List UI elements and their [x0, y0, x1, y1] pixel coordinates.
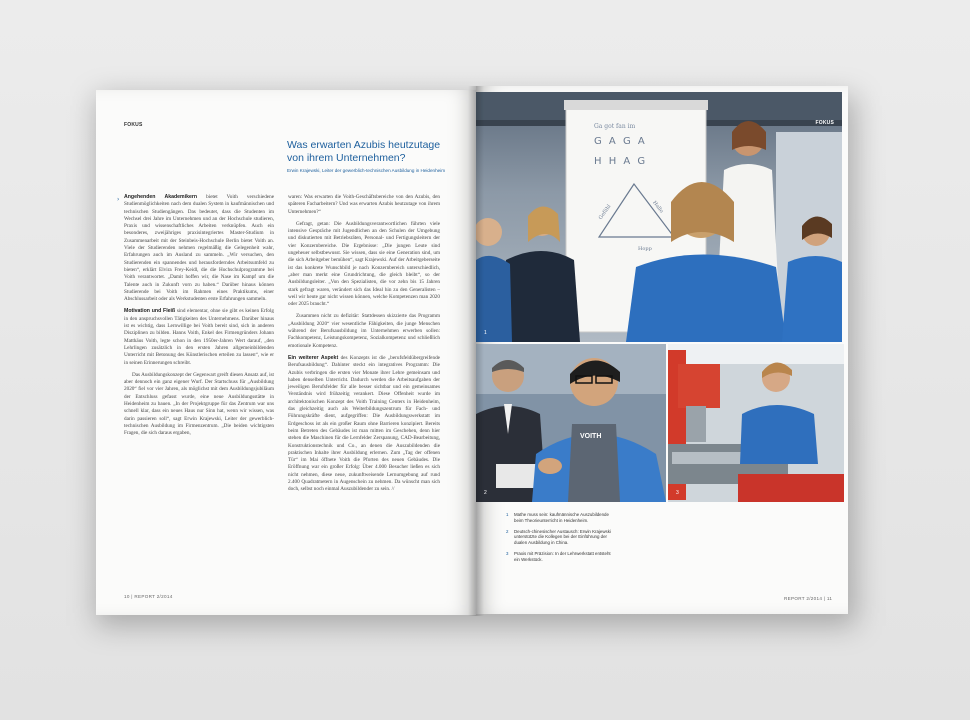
- paragraph: [124, 372, 274, 438]
- paragraph: [124, 194, 274, 303]
- paragraph-text: Zusammen nicht zu defizitär: Stattdessen skizzierte das Programm „Ausbildung 2020“ vier wesentliche Fähigkeiten, die junge Menschen während der Berufsausbildung im Unternehmen erwerben sollen: Fachkompetenz, Leistungskompetenz, Sozialkompetenz und schließlich emotionale Kompetenz.: [288, 313, 440, 349]
- text-column-1: [124, 194, 274, 443]
- paragraph: [124, 308, 274, 366]
- flipchart-line-3: H H A G: [594, 156, 648, 167]
- folio-right: REPORT 2/2014 | 11: [784, 596, 833, 601]
- photo-captions: [506, 512, 616, 568]
- trainees-illustration: [476, 344, 666, 502]
- folio-left: 10 | REPORT 2/2014: [124, 594, 173, 599]
- caption-1: 1 Mathe muss sein: kaufmännische Auszubildende beim Theorieunterricht in Heidenheim.: [506, 512, 609, 523]
- flipchart-tri-bottom: Hopp: [638, 246, 652, 252]
- photo-trainees: [476, 344, 666, 502]
- classroom-illustration: [476, 92, 842, 342]
- workshop-illustration: [668, 344, 844, 502]
- paragraph-lead: Angehenden Akademikern: [124, 194, 198, 200]
- photo-number-2: 2: [484, 490, 487, 496]
- spread-gutter: [468, 86, 484, 616]
- flipchart-tri-left: Gefühl: [597, 203, 613, 221]
- caption-3: 3 Praxis mit Präzision: In der Lehrwerkstatt entsteht ein Werkstück.: [506, 550, 611, 562]
- photo-classroom: [476, 92, 842, 342]
- flipchart-line-2: G A G A: [594, 136, 647, 147]
- paragraph: [288, 313, 440, 349]
- photo-number-1: 1: [484, 330, 487, 336]
- voith-logo: VOITH: [580, 433, 602, 440]
- paragraph-text: sind elementar, ohne sie gibt es keinen Erfolg in den anspruchsvollen Tätigkeiten des Unternehmens. Darüber hinaus ist es wichtig, dass Lernwillige bei Voith bereit sind, sich in anderen Disziplinen zu bilden. Hanns Voith, Enkel des Firmengründers Johann Matthäus Voith, legte schon in den 1950er-Jahren Wert darauf, „den Lehrlingen zusätzlich in den ersten Jahren allgemeinbildenden Unterricht mit Betonung des Künstlerischen erteilen zu lassen“, wie er in seinen Erinnerungen schreibt.: [124, 308, 274, 366]
- paragraph-text: bietet Voith verschiedene Studienmöglichkeiten nach dem dualen System in kaufmännischen und technischen Studiengängen. Das bedeutet, dass die Studenten im Wechsel drei Jahre im Unternehmen und an der Hochschule studieren, Praxis und wissenschaftliches Arbeiten verknüpfen. Auch ein besonderes, zweijähriges praxisintegriertes Master-Studium in Zusammenarbeit mit der Steinbeis-Hochschule Berlin bietet Voith an. Viele der Studierenden nehmen regelmäßig die Gelegenheit wahr, Erfahrungen auch im Ausland zu sammeln. „Wir versuchen, den Studierenden ein spannendes und herausforderndes Arbeitsumfeld zu bieten“, erklärt Elvira Frey-Keidl, die die Hochschulprogramme bei Voith verantwortet. „Damit hoffen wir, die Nase im Kampf um die Talente auch in Zukunft vorn zu haben.“ Darüber hinaus können Studierende bei Voith im Rahmen eines Praktikums, einer Abschlussarbeit oder als Werkstudenten erste Erfahrungen sammeln.: [124, 194, 275, 303]
- section-label-left: FOKUS: [124, 122, 143, 128]
- paragraph-text: Gefragt, getan: Die Ausbildungsverantwortlichen führten viele intensive Gespräche mit Jugendlichen an den Schulen der Umgebung und diskutierten mit Betriebsräten, Personal- und Fertigungsleitern der vier Konzernbereiche. Die Ergebnisse: „Die jungen Leute sind ungeheuer selbstbewusst. Sie wissen, dass sie eine Generation sind, um die sich Arbeitgeber bemühen“, sagt Krajewski. Auf der Arbeitgeberseite ist das konkrete Wunschbild je nach Konzernbereich unterschiedlich, „aber man merkt eine Grundrichtung, die gleich bleibt“, so der Ausbildungsleiter. „Von den Spezialisten, die vor zehn bis 15 Jahren stark gefragt waren, verändert sich das Ideal hin zu den Generalisten – weil wir heute gar nicht wissen können, welche Kompetenzen man 2020 oder 2025 braucht.“: [288, 220, 440, 308]
- article-headline: Was erwarten Azubis heutzutage von ihrem Unternehmen?: [287, 139, 441, 164]
- flipchart-line-1: Ga got fan im: [594, 123, 636, 130]
- paragraph-text: Das Ausbildungskonzept der Gegenwart greift diesen Ansatz auf, ist aber dennoch ein ganz eigener Wurf. Der Startschuss für „Ausbildung 2020“ fiel vor vier Jahren, als möglichst mit dem Ausbildungsjubiläum der Entschluss gefasst wurde, eine neue Ausbildungsstätte in Heidenheim zu bauen. „In der Projektgruppe für das Zentrum war uns schnell klar, dass ein neues Haus nur Sinn hat, wenn wir wissen, was darin passieren soll“, sagt Erwin Krajewski, Leiter der gewerblich-technischen Ausbildung im Firmenzentrum. „Die beiden wichtigsten Fragen, die sich daraus ergaben,: [124, 371, 274, 437]
- flipchart-tri-right: Hallo: [651, 199, 665, 215]
- paragraph-lead: Ein weiterer Aspekt: [288, 354, 339, 361]
- paragraph: [288, 355, 440, 494]
- paragraph: [288, 194, 440, 216]
- paragraph-text: des Konzepts ist die „berufsfeldübergreifende Berufsausbildung“. Dahinter steckt ein integratives Programm: Die Azubis verbringen die ersten vier Monate ihrer Lehre gemeinsam und haben denselben Unterricht. Dadurch werden die Arbeitsaufgaben der jeweiligen Berufsfelder für alle besser sichtbar und ein gemeinsames Verständnis wird frühzeitig verankert. Diese Offenheit wurde im architektonischen Konzept des Voith Training Centers in Heidenheim, das gleichzeitig auch als Weiterbildungszentrum für Fach- und Führungskräfte dient, aufgegriffen: Die Ausbildungswerkstatt im Erdgeschoss ist als ein großer Raum ohne Barrieren konzipiert. Bereits beim Betreten des Gebäudes ist man mitten im Geschehen, denn hier stehen die Maschinen für die Lernfelder Zerspanung, CAD-Bearbeitung, Konstruktionstechnik und Co., an denen die Auszubildenden die praktischen Inhalte ihrer Ausbildung erlernen. Zum „Tag der offenen Tür“ im Mai öffnete Voith die Pforten des neuen Gebäudes. Die Eröffnung war ein großer Erfolg: Über 4.000 Besucher ließen es sich nicht nehmen, diese neue, zukunftweisende Lernumgebung auf rund 2.400 Quadratmetern in Augenschein zu nehmen. Da wünscht man sich doch, selbst noch einmal Auszubildender zu sein. //: [288, 354, 440, 493]
- paragraph: [288, 221, 440, 309]
- text-column-2: [288, 194, 440, 499]
- lead-arrow-icon: ›: [117, 196, 120, 203]
- paragraph-lead: Motivation und Fleiß: [124, 308, 176, 315]
- photo-workshop: [668, 344, 844, 502]
- section-label-right: FOKUS: [815, 120, 834, 126]
- caption-2: 2 Deutsch-chinesischer Austausch: Erwin Krajewski unterstützte die Kollegen bei der Einführung der dualen Ausbildung in China.: [506, 528, 611, 546]
- article-byline: Erwin Krajewski, Leiter der gewerblich-technischen Ausbildung in Heidenheim: [287, 168, 446, 173]
- paragraph-text: waren: Was erwarten die Voith-Geschäftsbereiche von den Azubis, den späteren Facharbeitern? Und was erwarten Azubis heutzutage von ihrem Unternehmen?“: [288, 194, 440, 215]
- photo-number-3: 3: [676, 490, 679, 496]
